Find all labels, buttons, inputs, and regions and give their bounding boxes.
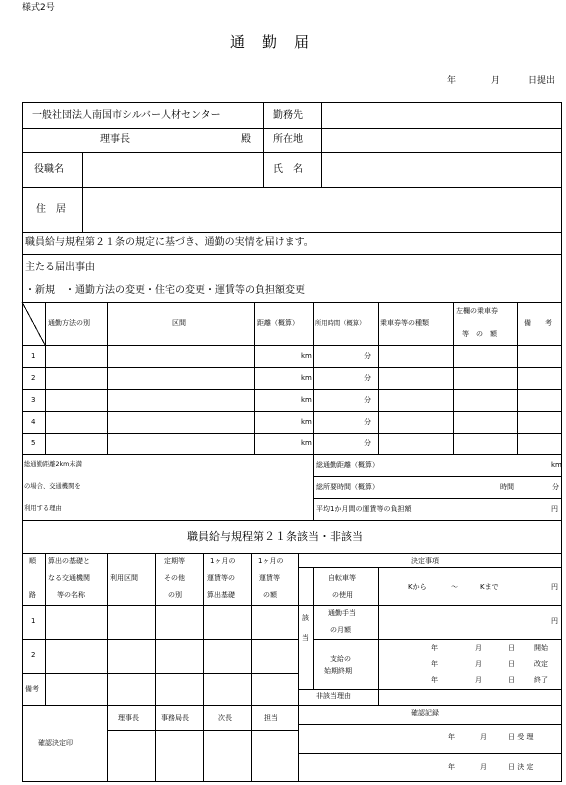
bike-to: Kまで xyxy=(480,583,499,591)
location-label: 所在地 xyxy=(273,134,303,145)
period-1: 支給の xyxy=(330,655,351,663)
bike-yen: 円 xyxy=(551,583,558,591)
record-month: 月 xyxy=(480,763,487,771)
seal-staff: 担当 xyxy=(264,714,278,722)
seal-secretary: 事務局長 xyxy=(161,714,189,722)
period-month: 月 xyxy=(475,660,482,668)
period-year: 年 xyxy=(431,644,438,652)
col-method: 通勤方法の別 xyxy=(48,319,90,327)
row-min-unit: 分 xyxy=(364,418,371,426)
honorific: 殿 xyxy=(241,134,251,145)
date-year-label: 年 xyxy=(447,76,457,86)
row-number: 5 xyxy=(31,439,36,447)
period-day: 日 xyxy=(508,644,515,652)
record-month: 月 xyxy=(480,733,487,741)
row-km-unit: km xyxy=(301,439,312,447)
period-change: 改定 xyxy=(534,660,548,668)
row-min-unit: 分 xyxy=(364,352,371,360)
org-name: 一般社団法人南国市シルバー人材センター xyxy=(32,110,221,121)
col-distance: 距離（概算） xyxy=(257,319,299,327)
not-applicable-label: 非該当理由 xyxy=(316,692,351,700)
period-start: 開始 xyxy=(534,644,548,652)
period-day: 日 xyxy=(508,660,515,668)
col-ticket-amount-1: 左欄の乗車券 xyxy=(456,307,498,315)
h-route-2: 路 xyxy=(29,591,36,599)
period-year: 年 xyxy=(431,660,438,668)
record-year: 年 xyxy=(448,733,455,741)
h-basis-1: 算出の基礎と xyxy=(48,557,90,565)
short-reason-line3: 利用する理由 xyxy=(24,505,62,512)
allowance-2: の月額 xyxy=(330,626,351,634)
row-min-unit: 分 xyxy=(364,396,371,404)
calc-remarks-label: 備考 xyxy=(25,685,39,693)
period-year: 年 xyxy=(431,676,438,684)
avg-fare-label: 平均1か月間の運賃等の負担額 xyxy=(316,505,412,513)
location-field[interactable] xyxy=(323,130,563,152)
h-use-section: 利用区間 xyxy=(110,574,138,582)
date-day-label: 日提出 xyxy=(528,76,556,86)
position-field[interactable] xyxy=(84,154,265,187)
row-km-unit: km xyxy=(301,374,312,382)
h-fare-3: 算出基礎 xyxy=(207,591,235,599)
row-number: 3 xyxy=(31,396,36,404)
period-2: 始期終期 xyxy=(324,667,352,675)
seal-deputy: 次長 xyxy=(218,714,232,722)
bike-tilde: ～ xyxy=(451,583,458,591)
allowance-1: 通勤手当 xyxy=(328,609,356,617)
applicable-1: 該 xyxy=(302,614,309,622)
row-min-unit: 分 xyxy=(364,439,371,447)
director-title: 理事長 xyxy=(100,134,130,145)
form-number: 様式2号 xyxy=(22,3,55,13)
row-min-unit: 分 xyxy=(364,374,371,382)
name-field[interactable] xyxy=(323,154,563,187)
row-km-unit: km xyxy=(301,396,312,404)
record-year: 年 xyxy=(448,763,455,771)
h-amount-3: の額 xyxy=(263,591,277,599)
col-ticket-amount-2: 等 の 額 xyxy=(462,330,497,338)
h-pass-3: の別 xyxy=(168,591,182,599)
col-ticket-type: 乗車券等の種類 xyxy=(380,319,429,327)
h-amount-1: 1ヶ月の xyxy=(258,557,284,565)
row-km-unit: km xyxy=(301,418,312,426)
h-basis-2: なる交通機関 xyxy=(48,574,90,582)
calc-row-2: 2 xyxy=(31,651,36,659)
total-time-hours: 時間 xyxy=(500,483,514,491)
total-distance-unit: km xyxy=(551,461,562,469)
reason-label: 主たる届出事由 xyxy=(25,262,95,273)
row-km-unit: km xyxy=(301,352,312,360)
section2-title: 職員給与規程第２１条該当・非該当 xyxy=(187,530,363,543)
row-number: 4 xyxy=(31,418,36,426)
h-pass-2: その他 xyxy=(164,574,185,582)
short-reason-line2: の場合、交通機関を xyxy=(24,483,81,490)
allowance-yen: 円 xyxy=(551,617,558,625)
applicable-2: 当 xyxy=(302,634,309,642)
total-time-label: 総所要時間（概算） xyxy=(316,483,379,491)
record-decided: 日 決 定 xyxy=(508,763,534,771)
col-section: 区間 xyxy=(172,319,186,327)
decision-header: 決定事項 xyxy=(411,557,439,565)
bike-2: の使用 xyxy=(332,591,353,599)
total-time-minutes: 分 xyxy=(552,483,559,491)
address-field[interactable] xyxy=(84,189,563,232)
h-amount-2: 運賃等 xyxy=(259,574,280,582)
workplace-field[interactable] xyxy=(323,104,563,128)
col-remarks: 備 考 xyxy=(524,319,552,327)
period-day: 日 xyxy=(508,676,515,684)
period-end: 終了 xyxy=(534,676,548,684)
page-title: 通 勤 届 xyxy=(230,33,311,51)
period-month: 月 xyxy=(475,676,482,684)
period-month: 月 xyxy=(475,644,482,652)
row-number: 1 xyxy=(31,352,36,360)
h-pass-1: 定期等 xyxy=(164,557,185,565)
confirm-seal-label: 確認決定印 xyxy=(38,739,73,747)
total-distance-label: 総通勤距離（概算） xyxy=(316,461,379,469)
record-label: 確認記録 xyxy=(411,709,439,717)
bike-from: Kから xyxy=(408,583,427,591)
seal-director: 理事長 xyxy=(118,714,139,722)
position-label: 役職名 xyxy=(34,164,64,175)
bike-1: 自転車等 xyxy=(328,574,356,582)
h-fare-2: 運賃等の xyxy=(207,574,235,582)
h-fare-1: 1ヶ月の xyxy=(210,557,236,565)
row-number: 2 xyxy=(31,374,36,382)
name-label: 氏 名 xyxy=(273,164,303,175)
address-label: 住 居 xyxy=(36,204,66,215)
date-month-label: 月 xyxy=(491,76,501,86)
calc-row-1: 1 xyxy=(31,617,36,625)
record-received: 日 受 理 xyxy=(508,733,534,741)
h-route-1: 順 xyxy=(29,557,36,565)
workplace-label: 勤務先 xyxy=(273,110,303,121)
avg-fare-yen: 円 xyxy=(551,505,558,513)
short-reason-line1: 総通勤距離2km未満 xyxy=(24,461,82,468)
h-basis-3: 等の名称 xyxy=(57,591,85,599)
reason-options: ・新規 ・通勤方法の変更・住宅の変更・運賃等の負担額変更 xyxy=(25,285,305,296)
declaration-text: 職員給与規程第２１条の規定に基づき、通勤の実情を届けます。 xyxy=(25,237,314,248)
col-time: 所用時間（概算） xyxy=(315,320,366,327)
